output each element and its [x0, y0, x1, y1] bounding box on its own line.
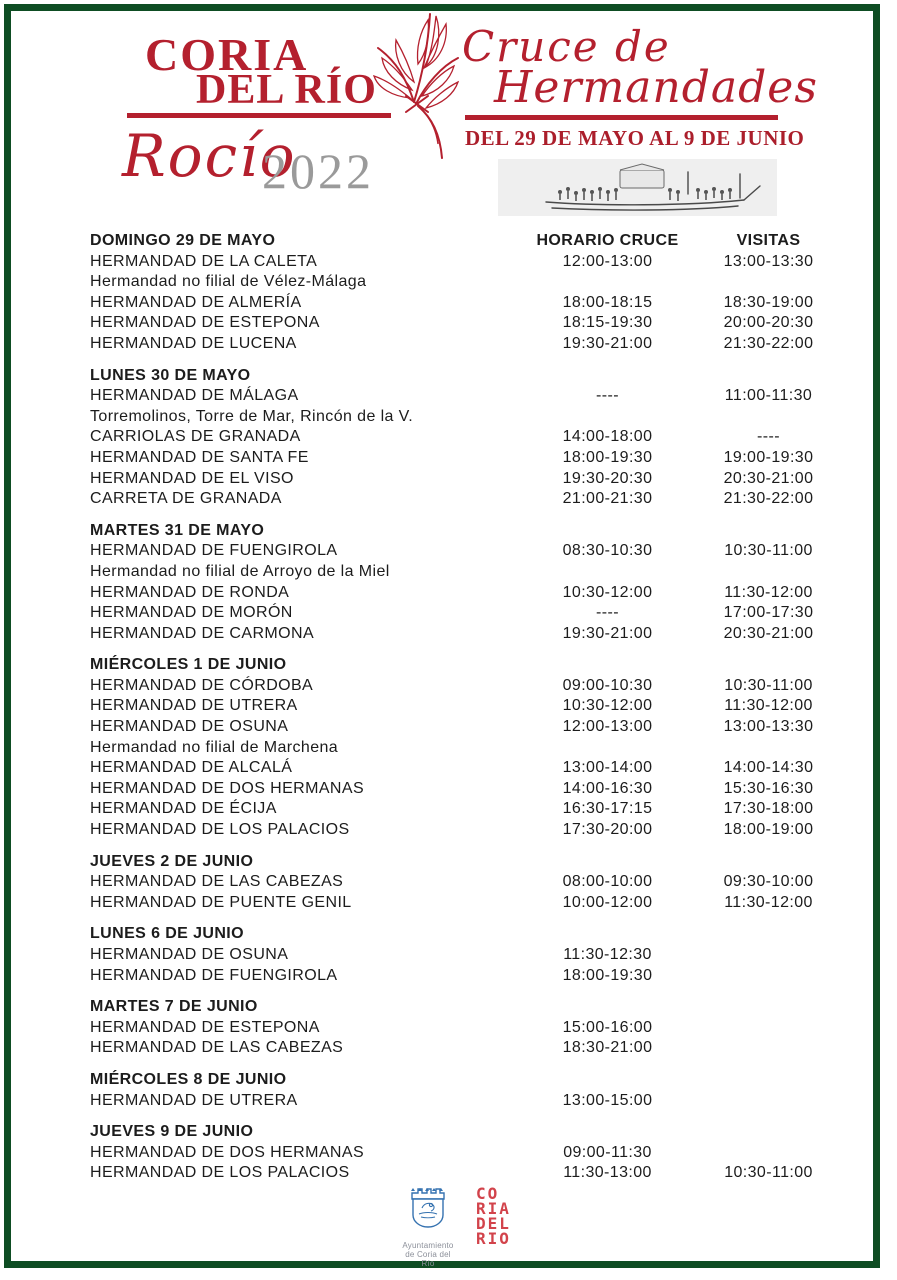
- row-name: HERMANDAD DE LAS CABEZAS: [90, 1039, 344, 1057]
- schedule-row: [90, 779, 837, 800]
- schedule-row: [90, 386, 837, 407]
- council-caption-line2: de Coria del Río: [405, 1250, 451, 1268]
- row-name: Hermandad no filial de Vélez-Málaga: [90, 273, 367, 291]
- schedule-row: [90, 966, 837, 987]
- schedule-row: [90, 313, 837, 334]
- row-visitas-time: 20:00-20:30: [723, 314, 814, 332]
- row-cruce-time: 18:00-19:30: [562, 448, 653, 466]
- schedule-row: [90, 272, 837, 293]
- schedule-section: [90, 521, 837, 645]
- row-cruce-time: 12:00-13:00: [562, 718, 653, 736]
- coria-brand-logo: [476, 1186, 511, 1246]
- left-red-rule: [127, 113, 391, 118]
- town-title-line1: CORIA: [145, 29, 309, 80]
- schedule-row: [90, 696, 837, 717]
- section-header-row: [90, 852, 837, 873]
- row-name: HERMANDAD DE FUENGIROLA: [90, 542, 338, 560]
- row-visitas-time: [700, 1018, 837, 1039]
- row-visitas-time: [700, 1143, 837, 1164]
- row-visitas-time: 11:30-12:00: [724, 583, 813, 601]
- row-cruce-time: ----: [596, 604, 619, 622]
- row-cruce-time: 19:30-20:30: [562, 469, 653, 487]
- col-horario-label: HORARIO CRUCE: [536, 232, 679, 249]
- row-name: HERMANDAD DE SANTA FE: [90, 448, 309, 466]
- row-visitas-time: [700, 945, 837, 966]
- row-visitas-time: 21:30-22:00: [723, 490, 814, 508]
- schedule-row: [90, 252, 837, 273]
- row-cruce-time: 09:00-11:30: [563, 1143, 652, 1161]
- row-name: CARRETA DE GRANADA: [90, 490, 282, 508]
- schedule-row: [90, 541, 837, 562]
- row-name: HERMANDAD DE LOS PALACIOS: [90, 821, 350, 839]
- row-visitas-time: [700, 562, 837, 583]
- schedule-row: [90, 448, 837, 469]
- day-label: LUNES 30 DE MAYO: [90, 366, 251, 384]
- row-cruce-time: 13:00-15:00: [562, 1091, 653, 1109]
- schedule-row: [90, 469, 837, 490]
- schedule-row: [90, 334, 837, 355]
- row-name: HERMANDAD DE ALCALÁ: [90, 759, 293, 777]
- row-cruce-time: 11:30-12:30: [563, 946, 652, 963]
- schedule-row: [90, 562, 837, 583]
- day-label: LUNES 6 DE JUNIO: [90, 925, 244, 943]
- row-visitas-time: [700, 1091, 837, 1112]
- schedule-row: [90, 624, 837, 645]
- row-visitas-time: 11:30-12:00: [724, 893, 813, 911]
- row-cruce-time: ----: [596, 387, 619, 405]
- day-label: MIÉRCOLES 8 DE JUNIO: [90, 1070, 287, 1088]
- row-visitas-time: 09:30-10:00: [723, 873, 814, 891]
- event-title-line2: Hermandades: [494, 62, 818, 113]
- schedule-row: [90, 603, 837, 624]
- row-cruce-time: 10:30-12:00: [562, 583, 653, 601]
- row-cruce-time: 17:30-20:00: [562, 821, 653, 839]
- schedule-section: [90, 366, 837, 510]
- col-visitas-label: VISITAS: [736, 232, 801, 249]
- row-name: HERMANDAD DE DOS HERMANAS: [90, 779, 365, 797]
- row-name: HERMANDAD DE LUCENA: [90, 334, 297, 352]
- row-visitas-time: 10:30-11:00: [724, 542, 813, 560]
- schedule-section: [90, 1070, 837, 1111]
- right-red-rule: [465, 115, 778, 120]
- day-label: JUEVES 9 DE JUNIO: [90, 1123, 254, 1141]
- section-header-row: [90, 521, 837, 542]
- event-title-line1: Cruce de: [462, 22, 671, 71]
- schedule-row: [90, 945, 837, 966]
- section-header-row: [90, 655, 837, 676]
- day-label: JUEVES 2 DE JUNIO: [90, 852, 254, 870]
- schedule-section: [90, 655, 837, 840]
- row-cruce-time: 08:00-10:00: [562, 873, 653, 891]
- row-name: Hermandad no filial de Arroyo de la Miel: [90, 562, 390, 580]
- row-cruce-time: 18:00-19:30: [562, 966, 653, 984]
- schedule-row: [90, 407, 837, 428]
- row-name: HERMANDAD DE UTRERA: [90, 697, 298, 715]
- brand-line: CO: [476, 1184, 500, 1203]
- council-shield-icon: [405, 1221, 451, 1238]
- row-visitas-time: 17:00-17:30: [723, 604, 814, 622]
- section-header-row: [90, 1070, 837, 1091]
- schedule-row: [90, 1091, 837, 1112]
- day-label: MARTES 31 DE MAYO: [90, 521, 265, 539]
- schedule: [90, 231, 837, 1184]
- day-label: MIÉRCOLES 1 DE JUNIO: [90, 656, 287, 674]
- section-header-row: [90, 924, 837, 945]
- schedule-row: [90, 489, 837, 510]
- row-cruce-time: 14:00-16:30: [562, 779, 653, 797]
- row-name: CARRIOLAS DE GRANADA: [90, 428, 301, 446]
- schedule-row: [90, 758, 837, 779]
- schedule-row: [90, 427, 837, 448]
- row-cruce-time: 10:00-12:00: [562, 893, 653, 911]
- row-name: HERMANDAD DE UTRERA: [90, 1091, 298, 1109]
- row-name: HERMANDAD DE FUENGIROLA: [90, 966, 338, 984]
- row-cruce-time: 18:15-19:30: [562, 314, 653, 332]
- row-name: HERMANDAD DE PUENTE GENIL: [90, 893, 352, 911]
- row-cruce-time: [515, 562, 700, 583]
- day-label: DOMINGO 29 DE MAYO: [90, 232, 276, 249]
- row-visitas-time: 20:30-21:00: [723, 469, 814, 487]
- row-visitas-time: 11:30-12:00: [724, 697, 813, 715]
- section-header-row: [90, 231, 837, 252]
- row-visitas-time: [700, 738, 837, 759]
- row-visitas-time: [700, 407, 837, 428]
- schedule-row: [90, 738, 837, 759]
- schedule-row: [90, 1143, 837, 1164]
- row-visitas-time: [700, 272, 837, 293]
- row-name: HERMANDAD DE ALMERÍA: [90, 293, 302, 311]
- schedule-section: [90, 924, 837, 986]
- row-cruce-time: 19:30-21:00: [562, 334, 653, 352]
- row-cruce-time: 19:30-21:00: [562, 624, 653, 642]
- row-cruce-time: [515, 407, 700, 428]
- row-cruce-time: 18:00-18:15: [562, 293, 653, 311]
- row-name: HERMANDAD DE ÉCIJA: [90, 800, 277, 818]
- row-visitas-time: 20:30-21:00: [723, 624, 814, 642]
- date-range: DEL 29 DE MAYO AL 9 DE JUNIO: [465, 126, 805, 150]
- row-visitas-time: 14:00-14:30: [723, 759, 814, 777]
- row-visitas-time: 15:30-16:30: [723, 779, 814, 797]
- row-name: HERMANDAD DE EL VISO: [90, 469, 294, 487]
- row-cruce-time: 10:30-12:00: [562, 697, 653, 715]
- section-header-row: [90, 1122, 837, 1143]
- row-visitas-time: 17:30-18:00: [723, 800, 814, 818]
- row-visitas-time: 10:30-11:00: [724, 676, 813, 694]
- schedule-section: [90, 997, 837, 1059]
- row-visitas-time: 18:00-19:00: [723, 821, 814, 839]
- row-name: HERMANDAD DE OSUNA: [90, 946, 289, 963]
- row-cruce-time: 13:00-14:00: [562, 759, 653, 777]
- schedule-row: [90, 799, 837, 820]
- schedule-row: [90, 1038, 837, 1059]
- row-cruce-time: 11:30-13:00: [563, 1164, 652, 1182]
- council-logo: [400, 1184, 456, 1268]
- row-name: HERMANDAD DE ESTEPONA: [90, 1018, 320, 1036]
- row-cruce-time: [515, 272, 700, 293]
- schedule-section: [90, 852, 837, 914]
- row-name: HERMANDAD DE MORÓN: [90, 604, 293, 622]
- row-visitas-time: 19:00-19:30: [723, 448, 814, 466]
- row-visitas-time: 13:00-13:30: [723, 718, 814, 736]
- brand-line: RIA: [476, 1199, 511, 1218]
- row-visitas-time: [700, 1038, 837, 1059]
- row-cruce-time: 15:00-16:00: [562, 1018, 653, 1036]
- row-cruce-time: 18:30-21:00: [562, 1039, 653, 1057]
- row-visitas-time: 21:30-22:00: [723, 334, 814, 352]
- schedule-section: [90, 1122, 837, 1184]
- schedule-row: [90, 583, 837, 604]
- row-name: Hermandad no filial de Marchena: [90, 738, 339, 756]
- section-header-row: [90, 997, 837, 1018]
- row-cruce-time: 12:00-13:00: [562, 252, 653, 270]
- row-cruce-time: 09:00-10:30: [562, 676, 653, 694]
- section-header-row: [90, 366, 837, 387]
- row-name: HERMANDAD DE CARMONA: [90, 624, 315, 642]
- festival-year: 2022: [262, 143, 374, 199]
- schedule-row: [90, 1018, 837, 1039]
- row-name: Torremolinos, Torre de Mar, Rincón de la V.: [90, 407, 414, 425]
- row-cruce-time: 14:00-18:00: [562, 428, 653, 446]
- schedule-row: [90, 293, 837, 314]
- row-cruce-time: 08:30-10:30: [562, 542, 653, 560]
- row-visitas-time: [700, 966, 837, 987]
- schedule-row: [90, 820, 837, 841]
- row-name: HERMANDAD DE LAS CABEZAS: [90, 873, 344, 891]
- town-title-line2: DEL RÍO: [196, 67, 377, 113]
- row-name: HERMANDAD DE RONDA: [90, 583, 290, 601]
- festival-name: Rocío: [122, 122, 297, 190]
- row-visitas-time: 18:30-19:00: [723, 293, 814, 311]
- row-cruce-time: 21:00-21:30: [562, 490, 653, 508]
- row-name: HERMANDAD DE DOS HERMANAS: [90, 1143, 365, 1161]
- row-cruce-time: [515, 738, 700, 759]
- row-name: HERMANDAD DE OSUNA: [90, 718, 289, 736]
- footer: [400, 1184, 511, 1268]
- day-label: MARTES 7 DE JUNIO: [90, 998, 258, 1016]
- row-visitas-time: 11:00-11:30: [724, 387, 813, 405]
- row-visitas-time: ----: [757, 428, 780, 446]
- brand-line: RIO: [476, 1229, 511, 1248]
- schedule-row: [90, 893, 837, 914]
- schedule-row: [90, 872, 837, 893]
- schedule-row: [90, 717, 837, 738]
- brand-line: DEL: [476, 1214, 511, 1233]
- boat-illustration-icon: [508, 162, 770, 219]
- schedule-row: [90, 676, 837, 697]
- row-cruce-time: 16:30-17:15: [562, 800, 653, 818]
- row-name: HERMANDAD DE ESTEPONA: [90, 314, 320, 332]
- schedule-row: [90, 1163, 837, 1184]
- row-visitas-time: 10:30-11:00: [724, 1164, 813, 1182]
- row-visitas-time: 13:00-13:30: [723, 252, 814, 270]
- row-name: HERMANDAD DE LOS PALACIOS: [90, 1164, 350, 1182]
- row-name: HERMANDAD DE CÓRDOBA: [90, 676, 314, 694]
- row-name: HERMANDAD DE MÁLAGA: [90, 387, 299, 405]
- schedule-section: [90, 231, 837, 355]
- council-caption-line1: Ayuntamiento: [402, 1241, 454, 1250]
- row-name: HERMANDAD DE LA CALETA: [90, 252, 318, 270]
